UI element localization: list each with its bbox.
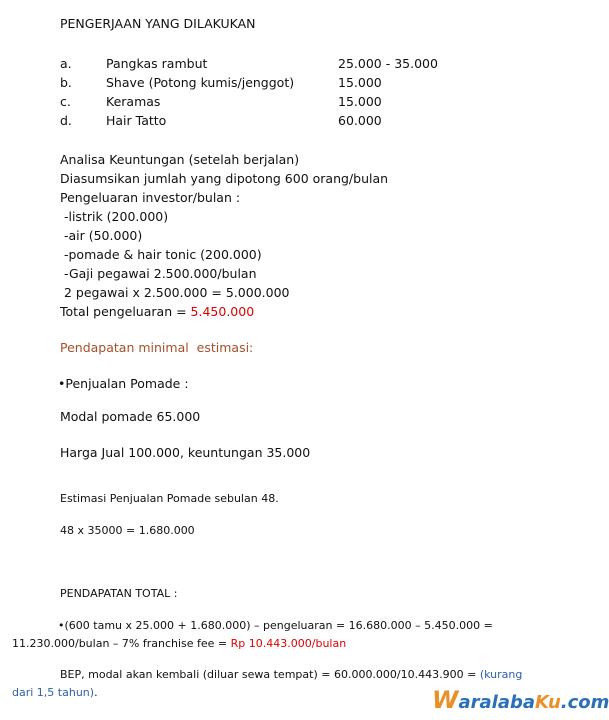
service-name: Pangkas rambut: [106, 56, 208, 71]
bep-line1: [60, 668, 522, 681]
section-heading: PENGERJAAN YANG DILAKUKAN: [60, 16, 256, 31]
logo-ku: Ku: [535, 692, 561, 713]
total-income-net: 11.230.000/bulan – 7% franchise fee =: [12, 637, 231, 650]
analysis-assumption: Diasumsikan jumlah yang dipotong 600 orang/bulan: [60, 171, 389, 186]
income-heading: Pendapatan minimal estimasi:: [60, 340, 254, 355]
total-income-formula: (600 tamu x 25.000 + 1.680.000) – pengeluaran = 16.680.000 – 5.450.000 =: [64, 619, 493, 632]
expense-item: -air (50.000): [60, 228, 143, 243]
service-price: 15.000: [338, 94, 382, 109]
pomade-price: Harga Jual 100.000, keuntungan 35.000: [60, 445, 311, 460]
watermark-logo: [432, 686, 609, 714]
pomade-estimate: Estimasi Penjualan Pomade sebulan 48.: [60, 492, 279, 505]
logo-w: W: [432, 686, 459, 714]
service-price: 15.000: [338, 75, 382, 90]
list-item-letter: d.: [60, 113, 72, 128]
service-name: Hair Tatto: [106, 113, 167, 128]
service-name: Keramas: [106, 94, 161, 109]
total-expense: [60, 304, 254, 319]
bep-period: .: [94, 686, 98, 699]
bullet-icon: •: [58, 376, 66, 391]
bep-line2: [12, 686, 98, 699]
total-income-title: PENDAPATAN TOTAL :: [60, 587, 178, 600]
logo-com: .com: [560, 692, 609, 713]
bep-duration: (kurang: [479, 668, 523, 681]
logo-aralaba: aralaba: [458, 692, 536, 713]
analysis-title: Analisa Keuntungan (setelah berjalan): [60, 152, 300, 167]
list-item-letter: b.: [60, 75, 72, 90]
total-expense-value: 5.450.000: [190, 304, 255, 319]
expense-item: -pomade & hair tonic (200.000): [60, 247, 262, 262]
bep-formula: BEP, modal akan kembali (diluar sewa tempat) = 60.000.000/10.443.900 =: [60, 668, 480, 681]
expense-title: Pengeluaran investor/bulan :: [60, 190, 241, 205]
total-expense-label: Total pengeluaran =: [60, 304, 191, 319]
service-price: 25.000 - 35.000: [338, 56, 438, 71]
pomade-title-row: [58, 376, 189, 391]
pomade-calc: 48 x 35000 = 1.680.000: [60, 524, 195, 537]
pomade-title: Penjualan Pomade :: [65, 376, 189, 391]
service-name: Shave (Potong kumis/jenggot): [106, 75, 295, 90]
list-item-letter: a.: [60, 56, 72, 71]
service-price: 60.000: [338, 113, 382, 128]
expense-item: -Gaji pegawai 2.500.000/bulan: [60, 266, 257, 281]
bullet-icon: •: [58, 619, 65, 632]
total-income-line2: [12, 637, 346, 650]
total-income-line1: [58, 619, 493, 632]
pomade-capital: Modal pomade 65.000: [60, 409, 201, 424]
total-income-value: Rp 10.443.000/bulan: [230, 637, 347, 650]
bep-duration-cont: dari 1,5 tahun): [12, 686, 95, 699]
expense-item: -listrik (200.000): [60, 209, 169, 224]
expense-item: 2 pegawai x 2.500.000 = 5.000.000: [60, 285, 290, 300]
list-item-letter: c.: [60, 94, 71, 109]
